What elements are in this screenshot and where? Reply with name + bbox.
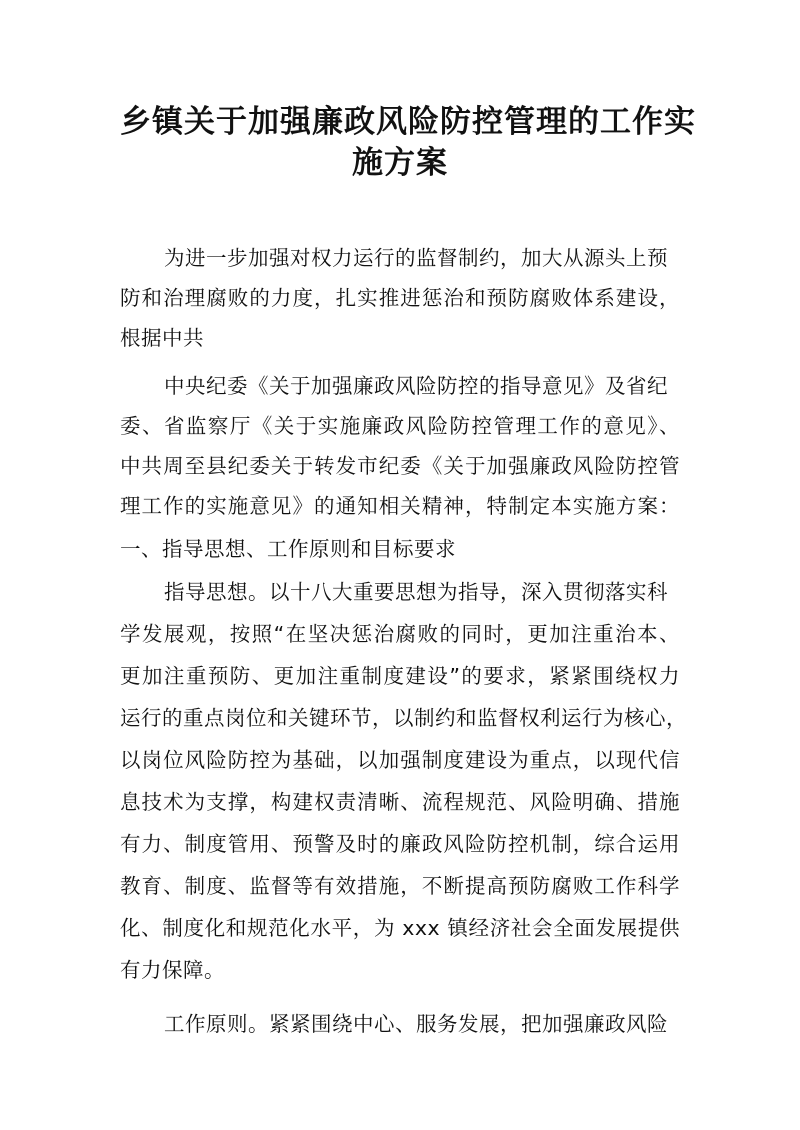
paragraph-3-line-7: 有力、制度管用、预警及时的廉政风险防控机制，综合运用 — [120, 832, 680, 856]
paragraph-3-line-2: 学发展观，按照“在坚决惩治腐败的同时，更加注重治本、 — [120, 622, 680, 646]
section-1-heading: 一、指导思想、工作原则和目标要求 — [120, 537, 456, 561]
paragraph-3-line-9: 化、制度化和规范化水平，为 xxx 镇经济社会全面发展提供 — [120, 916, 680, 940]
paragraph-3-line-8: 教育、制度、监督等有效措施，不断提高预防腐败工作科学 — [120, 874, 680, 898]
paragraph-2-line-3: 中共周至县纪委关于转发市纪委《关于加强廉政风险防控管 — [120, 454, 680, 478]
paragraph-3-line-10: 有力保障。 — [120, 958, 225, 982]
paragraph-3-line-3: 更加注重预防、更加注重制度建设”的要求，紧紧围绕权力 — [120, 664, 680, 688]
document-title-line-1: 乡镇关于加强廉政风险防控管理的工作实 — [120, 104, 696, 140]
paragraph-2-line-4: 理工作的实施意见》的通知相关精神，特制定本实施方案： — [120, 494, 680, 518]
paragraph-1-line-1: 为进一步加强对权力运行的监督制约，加大从源头上预 — [164, 246, 668, 270]
paragraph-3-line-1: 指导思想。以十八大重要思想为指导，深入贯彻落实科 — [164, 580, 668, 604]
paragraph-3-line-4: 运行的重点岗位和关键环节，以制约和监督权利运行为核心， — [120, 706, 687, 730]
paragraph-1-line-2: 防和治理腐败的力度，扎实推进惩治和预防腐败体系建设， — [120, 286, 680, 310]
paragraph-3-line-6: 息技术为支撑，构建权责清晰、流程规范、风险明确、措施 — [120, 790, 680, 814]
paragraph-3-line-5: 以岗位风险防控为基础，以加强制度建设为重点，以现代信 — [120, 748, 680, 772]
paragraph-4-line-1: 工作原则。紧紧围绕中心、服务发展，把加强廉政风险 — [164, 1012, 668, 1036]
paragraph-2-line-1: 中央纪委《关于加强廉政风险防控的指导意见》及省纪 — [164, 374, 668, 398]
paragraph-2-line-2: 委、省监察厅《关于实施廉政风险防控管理工作的意见》、 — [120, 414, 680, 438]
document-title-line-2: 施方案 — [352, 145, 448, 181]
paragraph-1-line-3: 根据中共 — [120, 326, 204, 350]
